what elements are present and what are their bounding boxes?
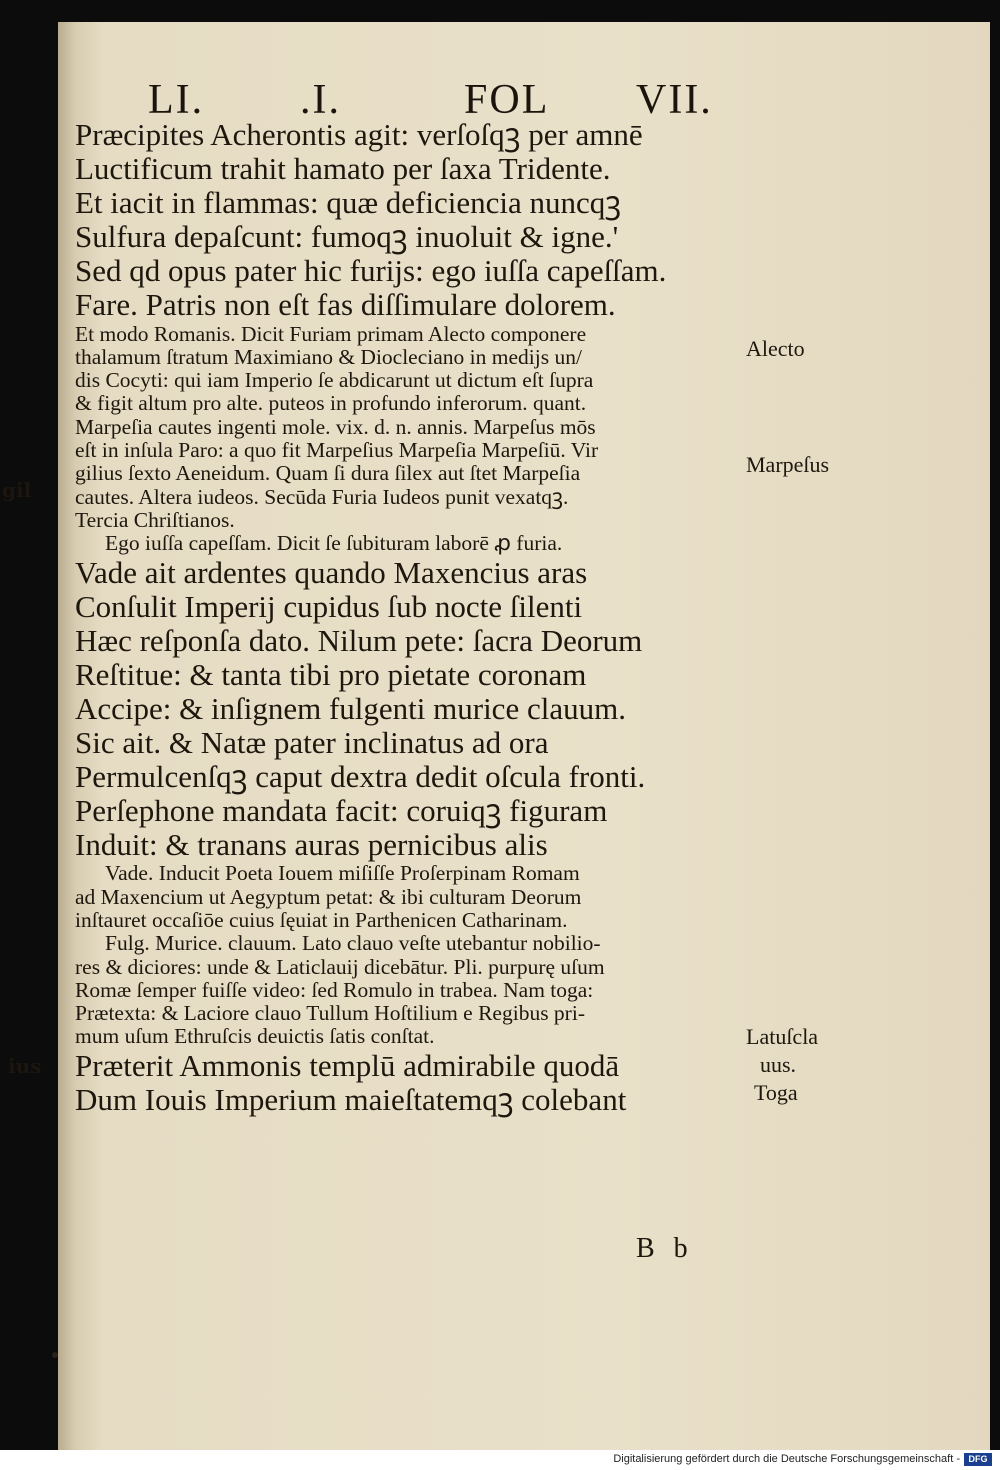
margin-note: Latuſcla bbox=[746, 1024, 819, 1049]
commentary-line: ad Maxencium ut Aegyptum petat: & ibi culturam Deorum bbox=[75, 884, 582, 909]
signature-mark: B b bbox=[636, 1233, 694, 1264]
footer-bar bbox=[0, 1450, 1000, 1470]
header-folio-number: VII. bbox=[636, 77, 713, 123]
verse-line: Præterit Ammonis templū admirabile quodā bbox=[75, 1047, 620, 1083]
verse-line: Induit: & tranans auras pernicibus alis bbox=[75, 827, 548, 863]
verse-line: Sed qd opus pater hic furijs: ego iuſſa capeſſam. bbox=[75, 253, 667, 289]
verse-line: Conſulit Imperij cupidus ſub nocte ſilenti bbox=[75, 588, 583, 624]
commentary-line: Marpeſia cautes ingenti mole. vix. d. n. annis. Marpeſus mōs bbox=[75, 414, 596, 439]
commentary-line: Fulg. Murice. clauum. Lato clauo veſte utebantur nobilio- bbox=[105, 931, 601, 956]
verse-line: Sulfura depaſcunt: fumoqꝫ inuoluit & igne.' bbox=[75, 219, 619, 255]
commentary-line: cautes. Altera iudeos. Secūda Furia Iudeos punit vexatqꝫ. bbox=[75, 484, 569, 509]
commentary-line: Prætexta: & Laciore clauo Tullum Hoſtilium e Regibus pri- bbox=[75, 1001, 585, 1026]
ink-spot bbox=[52, 1352, 58, 1358]
commentary-line: & figit altum pro alte. puteos in profundo inferorum. quant. bbox=[75, 391, 587, 416]
verse-line: Accipe: & inſignem fulgenti murice clauum. bbox=[75, 690, 626, 726]
commentary-line: Et modo Romanis. Dicit Furiam primam Alecto componere bbox=[75, 321, 587, 346]
commentary-line: thalamum ſtratum Maximiano & Diocleciano in medijs un/ bbox=[75, 344, 582, 369]
commentary-line: eſt in inſula Paro: a quo fit Marpeſius Marpeſia Marpeſiū. Vir bbox=[75, 438, 599, 463]
commentary-line: Tercia Chriſtianos. bbox=[75, 507, 235, 532]
commentary-line: dis Cocyti: qui iam Imperio ſe abdicarunt ut dictum eſt ſupra bbox=[75, 368, 594, 393]
header-mid: .I. bbox=[300, 77, 341, 123]
commentary-line: Ego iuſſa capeſſam. Dicit ſe ſubituram laborē ꝓ furia. bbox=[105, 531, 563, 556]
commentary-line: inſtauret occaſiōe cuius ſęuiat in Parthenicen Catharinam. bbox=[75, 907, 568, 932]
footer-credit: Digitalisierung gefördert durch die Deutsche Forschungsgemeinschaft - bbox=[613, 1453, 960, 1465]
margin-note: uus. bbox=[760, 1052, 797, 1077]
dfg-logo: DFG bbox=[964, 1453, 992, 1466]
verse-line: Fare. Patris non eſt fas diſſimulare dolorem. bbox=[75, 287, 616, 323]
verse-line: Et iacit in flammas: quæ deficiencia nuncqꝫ bbox=[75, 185, 622, 221]
verse-line: Luctificum trahit hamato per ſaxa Tridente. bbox=[75, 151, 611, 187]
commentary-line: Vade. Inducit Poeta Iouem miſiſſe Proſerpinam Romam bbox=[105, 861, 580, 886]
verse-line: Sic ait. & Natæ pater inclinatus ad ora bbox=[75, 725, 549, 760]
verse-line: Præcipites Acherontis agit: verſoſqꝫ per amnē bbox=[75, 117, 643, 152]
margin-note: Toga bbox=[754, 1080, 798, 1105]
verse-line: Permulcenſqꝫ caput dextra dedit oſcula fronti. bbox=[75, 759, 646, 795]
bleed-through-text: gil bbox=[2, 478, 32, 502]
verse-line: Dum Iouis Imperium maieſtatemqꝫ colebant bbox=[75, 1081, 627, 1117]
bleed-through-text: ius bbox=[8, 1054, 42, 1078]
margin-note: Alecto bbox=[746, 336, 805, 361]
margin-note: Marpeſus bbox=[746, 452, 830, 477]
header-left: LI. bbox=[148, 77, 205, 123]
commentary-line: res & diciores: unde & Laticlauij dicebātur. Pli. purpurę uſum bbox=[75, 954, 605, 979]
verse-line: Perſephone mandata facit: coruiqꝫ figuram bbox=[75, 793, 608, 829]
commentary-line: Romæ ſemper fuiſſe video: ſed Romulo in trabea. Nam toga: bbox=[75, 977, 594, 1002]
verse-line: Reſtitue: & tanta tibi pro pietate coronam bbox=[75, 656, 587, 692]
header-fol: FOL bbox=[464, 77, 550, 123]
verse-line: Hæc reſponſa dato. Nilum pete: ſacra Deorum bbox=[75, 622, 643, 658]
commentary-line: mum uſum Ethruſcis deuictis ſatis conſtat. bbox=[75, 1024, 435, 1049]
commentary-line: gilius ſexto Aeneidum. Quam ſi dura ſilex aut ſtet Marpeſia bbox=[75, 461, 581, 486]
verse-line: Vade ait ardentes quando Maxencius aras bbox=[75, 554, 588, 590]
main-text-block bbox=[75, 118, 775, 1117]
